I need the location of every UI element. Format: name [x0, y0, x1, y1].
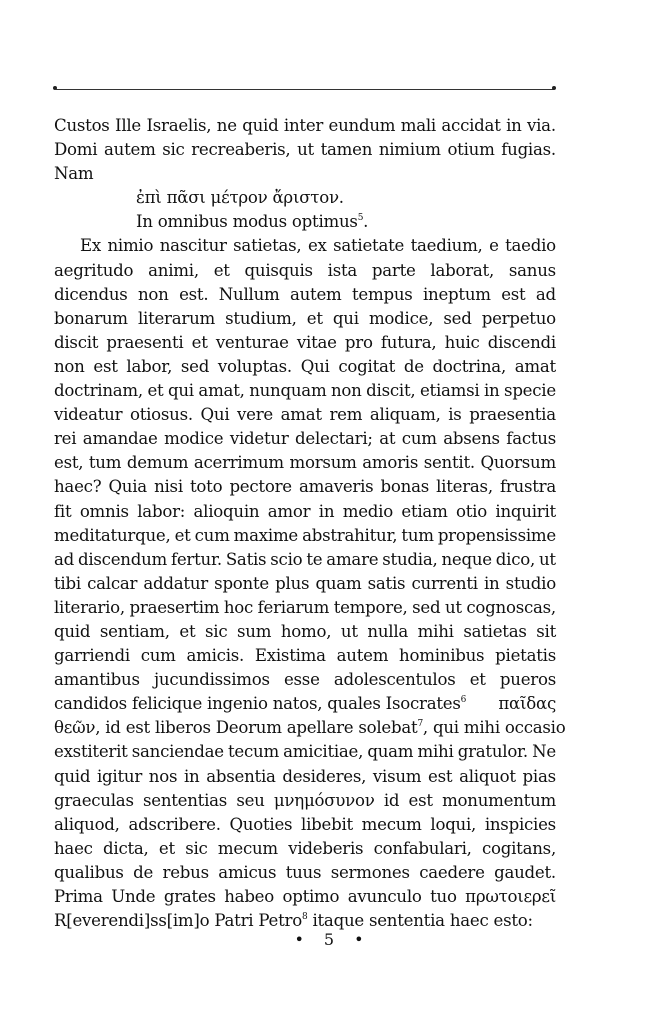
word: ne [216, 116, 237, 135]
line-text: In omnibus modus optimus [136, 212, 358, 232]
word: mecum [217, 838, 278, 858]
page-footer [0, 930, 658, 949]
word: omnis [79, 501, 129, 521]
word: gaudet. [494, 862, 556, 882]
word: fugias. [501, 140, 556, 160]
text-line [54, 355, 556, 379]
word: adolescentulos [333, 670, 456, 690]
word: quid [54, 621, 91, 641]
word: doctrinam, [54, 381, 143, 401]
word: otiosus. [129, 405, 193, 425]
word: amor [267, 501, 311, 521]
word: vere [237, 405, 273, 425]
word: nimium [378, 140, 441, 160]
word: et [147, 381, 164, 401]
word: habeo [224, 887, 274, 906]
word: et [174, 525, 191, 545]
word: bonarum [54, 308, 128, 328]
word: cum [140, 646, 176, 666]
greek-word: παῖδας [498, 694, 556, 714]
text-line [54, 885, 556, 909]
word: alioquin [193, 501, 260, 521]
word: discit, [366, 381, 416, 401]
word: literas, [436, 477, 493, 497]
word: sponte [214, 573, 269, 593]
latin-quote [54, 210, 556, 234]
word: adscribere. [128, 814, 221, 834]
word: tuo [430, 887, 457, 906]
word: mihi [417, 742, 454, 762]
word: autem [289, 284, 342, 304]
word: amoris [362, 453, 419, 473]
word: Satis [225, 549, 267, 569]
word: literarum [137, 308, 215, 328]
word: amat, [198, 381, 245, 401]
word: Ne [532, 742, 556, 762]
word: eundum [328, 116, 396, 135]
word: haec [54, 838, 93, 858]
word: inspicies [484, 814, 556, 834]
line-text: candidos felicique ingenio natos, quales Isocrates [54, 694, 461, 714]
word: praesenti [106, 332, 184, 352]
word: autem [336, 646, 389, 666]
word: inquirit [495, 501, 556, 521]
header-rule [56, 89, 554, 90]
word: ista [327, 260, 358, 280]
footer-bullet-left: • [294, 930, 304, 949]
word: seu [236, 790, 265, 810]
word: desideres, [282, 766, 367, 786]
word: de [403, 356, 424, 376]
word: rei [54, 429, 77, 449]
text-line [54, 765, 556, 789]
word: et [213, 260, 230, 280]
word: visum [372, 766, 422, 786]
word: futura, [380, 332, 437, 352]
word: optimo [282, 887, 340, 906]
word: delectari; [295, 429, 373, 449]
word: videtur [229, 429, 289, 449]
word: ineptum [422, 284, 491, 304]
word: Existima [254, 646, 326, 666]
text-line [54, 668, 556, 692]
word: via. [527, 116, 556, 135]
text-line [54, 162, 556, 186]
word: amicis. [186, 646, 245, 666]
word: neque [441, 549, 492, 569]
word: tum [401, 525, 434, 545]
word: libebit [301, 814, 353, 834]
word: ad [54, 549, 75, 569]
word: de [133, 862, 154, 882]
word: gratulor. [457, 742, 528, 762]
word: taedium, [410, 236, 483, 256]
word: specie [504, 381, 556, 401]
word: Domi [54, 140, 98, 160]
word: mali [400, 116, 436, 135]
word: amat [514, 356, 556, 376]
footnote-ref: 5 [357, 212, 364, 223]
line-text: Nam [54, 164, 94, 184]
word: ex [307, 236, 327, 256]
word: sed [443, 308, 472, 328]
word: calcar [87, 573, 138, 593]
text-line [54, 114, 556, 138]
word: nunquam [249, 381, 327, 401]
word: sentiam, [99, 621, 170, 641]
word: feriarum [257, 597, 330, 617]
word: videatur [54, 405, 123, 425]
word: meditaturque, [54, 525, 171, 545]
word: monumentum [442, 790, 556, 810]
word: dicendus [54, 284, 128, 304]
word: Qui [200, 405, 230, 425]
word: hoc [223, 597, 254, 617]
word: demum [126, 453, 189, 473]
word: perpetuo [481, 308, 556, 328]
footnote-ref: 7 [417, 718, 423, 729]
word: cum [194, 525, 230, 545]
text-line [54, 572, 556, 596]
text-line [54, 524, 556, 548]
text-line [54, 234, 556, 258]
word: laborat, [430, 260, 495, 280]
word: discendum [77, 549, 168, 569]
word: qui [168, 381, 194, 401]
word: sermones [330, 862, 410, 882]
word: pueros [499, 670, 556, 690]
word: loqui, [430, 814, 477, 834]
word: jucundissimos [153, 670, 270, 690]
word: venturae [215, 332, 289, 352]
word: doctrina, [432, 356, 506, 376]
word: morsum [289, 453, 357, 473]
word: nisi [154, 477, 183, 497]
word: tempus [351, 284, 413, 304]
word: aegritudo [54, 260, 134, 280]
header-rule-dot-right [552, 86, 556, 90]
word: etiam [401, 501, 448, 521]
text-line [54, 403, 556, 427]
word: modice [164, 429, 224, 449]
word: haec? [54, 477, 102, 497]
word: labor: [137, 501, 186, 521]
text-line [54, 259, 556, 283]
word: satietas, [233, 236, 302, 256]
word: tempore, [333, 597, 408, 617]
word: id [383, 790, 400, 810]
word: et [306, 308, 323, 328]
word: studium, [225, 308, 297, 328]
word: est [428, 766, 453, 786]
word: qualibus [54, 862, 124, 882]
word: discendi [487, 332, 556, 352]
word: parte [371, 260, 416, 280]
word: tum [88, 453, 122, 473]
word: in [484, 381, 500, 401]
text-line [54, 716, 566, 740]
word: ut [340, 621, 358, 641]
word: ut [444, 597, 462, 617]
word: fit [54, 501, 72, 521]
word: sic [162, 140, 185, 160]
word: mecum [361, 814, 422, 834]
word: Custos [54, 116, 110, 135]
word: te [306, 549, 323, 569]
word: amandae [82, 429, 158, 449]
word: huic [444, 332, 480, 352]
word: Nullum [218, 284, 280, 304]
word: studia, [382, 549, 438, 569]
word: cognoscas, [466, 597, 556, 617]
text-line [54, 548, 556, 572]
word: exstiterit [54, 742, 128, 762]
word: addatur [143, 573, 208, 593]
word: satietas [463, 621, 527, 641]
word: quisquis [244, 260, 313, 280]
word: praesertim [129, 597, 220, 617]
word: medio [342, 501, 393, 521]
word: rebus [162, 862, 209, 882]
word: amat [280, 405, 322, 425]
word: abstrahitur, [302, 525, 398, 545]
word: studio [505, 573, 556, 593]
word: tamen [320, 140, 373, 160]
word: pectore [229, 477, 292, 497]
word: accidat [441, 116, 501, 135]
word: aliquot [459, 766, 516, 786]
word: etiamsi [419, 381, 480, 401]
word: et [469, 670, 486, 690]
word: discit [54, 332, 99, 352]
word: toto [190, 477, 223, 497]
word: labor, [126, 356, 173, 376]
text-line [54, 451, 556, 475]
word: est [501, 284, 526, 304]
word: Quorsum [480, 453, 556, 473]
word: amaveris [298, 477, 374, 497]
word: sanus [508, 260, 556, 280]
word: quam [367, 742, 414, 762]
word: est [408, 790, 433, 810]
word: sum [237, 621, 272, 641]
word: amicitiae, [283, 742, 364, 762]
word: cum [401, 429, 437, 449]
word: absens [443, 429, 500, 449]
text-line [54, 837, 556, 861]
text-line [54, 475, 556, 499]
text-line [54, 138, 556, 162]
word: acerrimum [193, 453, 284, 473]
text-line [54, 620, 556, 644]
word: Qui [300, 356, 330, 376]
word: sit [536, 621, 556, 641]
word: mihi [417, 621, 454, 641]
line-text: itaque sententia haec esto: [312, 911, 533, 931]
text-line [54, 331, 556, 355]
word: animi, [148, 260, 199, 280]
word: Ille [115, 116, 142, 135]
word: garriendi [54, 646, 130, 666]
word: praesentia [469, 405, 556, 425]
word: in [318, 501, 335, 521]
body-text [54, 114, 566, 933]
word: aliquam, [369, 405, 441, 425]
word: absentia [206, 766, 276, 786]
word: est [93, 356, 118, 376]
word: maxime [233, 525, 299, 545]
word: cogitat [338, 356, 396, 376]
text-line [54, 427, 556, 451]
word: grates [163, 887, 216, 906]
word: confabulari, [373, 838, 472, 858]
word: non [54, 356, 85, 376]
word: sic [185, 838, 208, 858]
word: fertur. [170, 549, 222, 569]
word: literario, [54, 597, 125, 617]
word: frustra [499, 477, 556, 497]
word: dico, [495, 549, 536, 569]
word: igitur [97, 766, 143, 786]
word: et [191, 332, 208, 352]
word: in [483, 573, 500, 593]
line-text: ἐπὶ πᾶσι μέτρον ἄριστον. [136, 188, 344, 208]
word: nascitur [159, 236, 227, 256]
word: scio [270, 549, 303, 569]
word: caedere [419, 862, 485, 882]
word: et [158, 838, 175, 858]
word: sed [412, 597, 441, 617]
word: sentit. [423, 453, 475, 473]
word: pro [344, 332, 373, 352]
word: πρωτοιερεῖ [465, 887, 556, 906]
text-line [54, 813, 556, 837]
word: cogitans, [481, 838, 556, 858]
word: μνημόσυνον [273, 790, 375, 810]
text-line [54, 644, 556, 668]
text-line [54, 740, 556, 764]
line-text: θεῶν, id est liberos Deorum apellare solebat [54, 718, 418, 738]
word: est, [54, 453, 84, 473]
word: ad [535, 284, 556, 304]
greek-quote [54, 186, 556, 210]
word: otium [447, 140, 495, 160]
word: inter [283, 116, 324, 135]
line-text: R[everendi]ss[im]o Patri Petro [54, 911, 302, 931]
word: tibi [54, 573, 81, 593]
word: quid [242, 116, 279, 135]
word: factus [506, 429, 556, 449]
word: bonas [380, 477, 430, 497]
word: pias [522, 766, 556, 786]
word: in [506, 116, 522, 135]
word: Unde [111, 887, 156, 906]
word: sententias [142, 790, 228, 810]
word: tuus [285, 862, 322, 882]
word: qui [332, 308, 359, 328]
word: esse [283, 670, 320, 690]
word: pietatis [495, 646, 556, 666]
word: hominibus [399, 646, 485, 666]
word: graeculas [54, 790, 134, 810]
word: in [183, 766, 200, 786]
text-line [54, 861, 556, 885]
word: satis [367, 573, 406, 593]
word: tecum [228, 742, 279, 762]
page-number: 5 [323, 930, 335, 949]
text-line [54, 789, 556, 813]
word: plus [275, 573, 310, 593]
word: amicus [218, 862, 277, 882]
word: amare [326, 549, 379, 569]
word: homo, [280, 621, 332, 641]
word: recreaberis, [191, 140, 291, 160]
word: rem [329, 405, 363, 425]
word: propensissime [437, 525, 556, 545]
word: et [179, 621, 196, 641]
word: autem [104, 140, 156, 160]
word: otio [456, 501, 487, 521]
word: sanciendae [131, 742, 224, 762]
word: aliquod, [54, 814, 120, 834]
word: voluptas. [217, 356, 292, 376]
word: avunculo [347, 887, 422, 906]
word: amantibus [54, 670, 140, 690]
word: nulla [367, 621, 409, 641]
footnote-ref: 8 [301, 911, 308, 922]
footnote-ref: 6 [460, 694, 467, 705]
word: is [448, 405, 462, 425]
text-line [54, 596, 556, 620]
word: sic [205, 621, 228, 641]
line-text: , qui mihi occasio [422, 718, 566, 738]
word: modice, [368, 308, 434, 328]
word: Israelis, [146, 116, 212, 135]
word: ut [539, 549, 556, 569]
word: Ex [80, 236, 101, 256]
word: quid [54, 766, 91, 786]
word: nimio [107, 236, 154, 256]
word: ut [297, 140, 314, 160]
text-line [54, 500, 556, 524]
word: non [330, 381, 362, 401]
word: nos [148, 766, 178, 786]
word: quam [315, 573, 362, 593]
text-line [54, 379, 556, 403]
word: at [379, 429, 396, 449]
word: e [489, 236, 499, 256]
word: Prima [54, 887, 103, 906]
word: Quoties [229, 814, 293, 834]
text-line [54, 283, 556, 307]
line-text: . [363, 212, 369, 232]
word: Quia [108, 477, 147, 497]
word: satietate [333, 236, 405, 256]
word: non [138, 284, 169, 304]
text-line [54, 307, 556, 331]
word: currenti [411, 573, 478, 593]
word: taedio [505, 236, 556, 256]
word: sed [180, 356, 210, 376]
word: vitae [296, 332, 337, 352]
word: est. [179, 284, 209, 304]
word: videberis [288, 838, 364, 858]
footer-bullet-right: • [354, 930, 364, 949]
word: dicta, [103, 838, 149, 858]
text-line [54, 692, 556, 716]
